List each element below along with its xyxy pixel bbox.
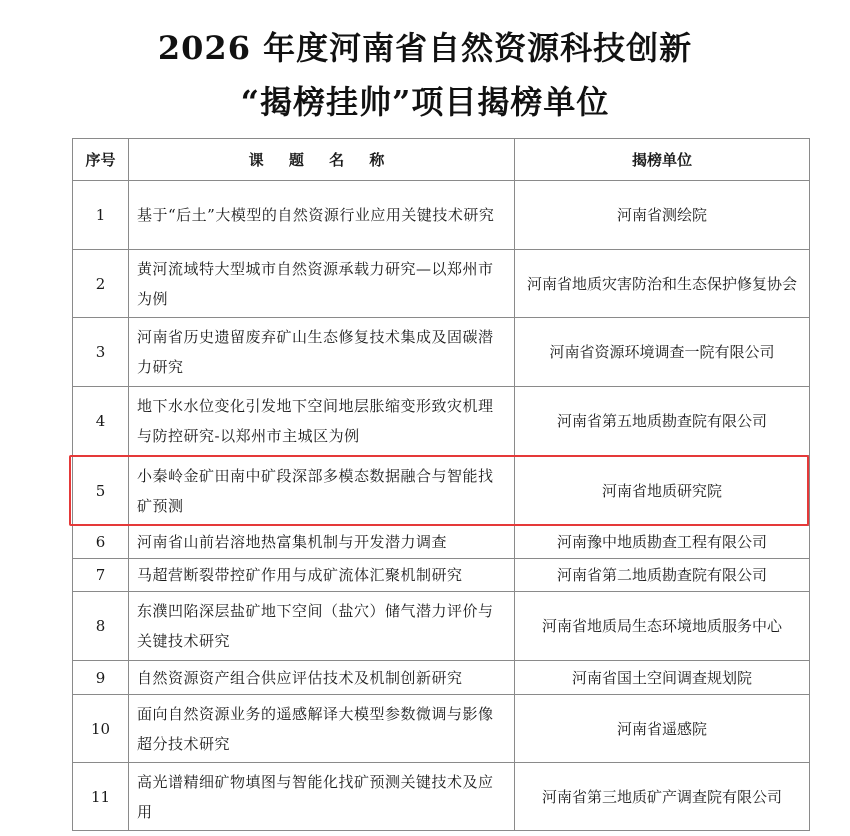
row-unit: 河南省遥感院 bbox=[515, 695, 810, 763]
row-unit: 河南省资源环境调查一院有限公司 bbox=[515, 318, 810, 387]
row-no: 4 bbox=[73, 387, 129, 456]
row-no: 7 bbox=[73, 559, 129, 592]
row-unit: 河南省第二地质勘查院有限公司 bbox=[515, 559, 810, 592]
row-no: 1 bbox=[73, 181, 129, 250]
table-row bbox=[73, 181, 810, 250]
row-topic: 基于“后土”大模型的自然资源行业应用关键技术研究 bbox=[129, 181, 515, 250]
row-topic: 东濮凹陷深层盐矿地下空间（盐穴）储气潜力评价与关键技术研究 bbox=[129, 592, 515, 661]
row-topic: 黄河流域特大型城市自然资源承载力研究—以郑州市为例 bbox=[129, 250, 515, 318]
row-unit: 河南豫中地质勘查工程有限公司 bbox=[515, 526, 810, 559]
row-unit: 河南省地质局生态环境地质服务中心 bbox=[515, 592, 810, 661]
row-topic: 自然资源资产组合供应评估技术及机制创新研究 bbox=[129, 661, 515, 695]
row-topic: 地下水水位变化引发地下空间地层胀缩变形致灾机理与防控研究-以郑州市主城区为例 bbox=[129, 387, 515, 456]
row-no: 5 bbox=[73, 456, 129, 526]
table-row bbox=[73, 661, 810, 695]
row-unit: 河南省第五地质勘查院有限公司 bbox=[515, 387, 810, 456]
document-title-line1: 2026 年度河南省自然资源科技创新 bbox=[157, 29, 693, 67]
project-unit-table bbox=[72, 138, 810, 831]
table-row bbox=[73, 250, 810, 318]
row-no: 6 bbox=[73, 526, 129, 559]
table-row bbox=[73, 763, 810, 831]
row-topic: 马超营断裂带控矿作用与成矿流体汇聚机制研究 bbox=[129, 559, 515, 592]
row-no: 11 bbox=[73, 763, 129, 831]
row-no: 8 bbox=[73, 592, 129, 661]
row-topic: 小秦岭金矿田南中矿段深部多模态数据融合与智能找矿预测 bbox=[129, 456, 515, 526]
row-unit: 河南省第三地质矿产调查院有限公司 bbox=[515, 763, 810, 831]
row-no: 3 bbox=[73, 318, 129, 387]
table-row bbox=[73, 526, 810, 559]
row-unit: 河南省地质研究院 bbox=[515, 456, 810, 526]
row-unit: 河南省地质灾害防治和生态保护修复协会 bbox=[515, 250, 810, 318]
document-title-line2: “揭榜挂帅”项目揭榜单位 bbox=[240, 83, 610, 121]
header-topic: 课 题 名 称 bbox=[129, 139, 515, 181]
header-unit: 揭榜单位 bbox=[515, 139, 810, 181]
header-no: 序号 bbox=[73, 139, 129, 181]
table-header-row bbox=[73, 139, 810, 181]
row-no: 9 bbox=[73, 661, 129, 695]
table-row bbox=[73, 695, 810, 763]
row-unit: 河南省国土空间调查规划院 bbox=[515, 661, 810, 695]
table-row bbox=[73, 387, 810, 456]
row-topic: 河南省山前岩溶地热富集机制与开发潜力调查 bbox=[129, 526, 515, 559]
table-row bbox=[73, 318, 810, 387]
row-topic: 高光谱精细矿物填图与智能化找矿预测关键技术及应用 bbox=[129, 763, 515, 831]
table-row bbox=[73, 592, 810, 661]
row-unit: 河南省测绘院 bbox=[515, 181, 810, 250]
table-row bbox=[73, 456, 810, 526]
row-topic: 面向自然资源业务的遥感解译大模型参数微调与影像超分技术研究 bbox=[129, 695, 515, 763]
row-no: 10 bbox=[73, 695, 129, 763]
row-topic: 河南省历史遗留废弃矿山生态修复技术集成及固碳潜力研究 bbox=[129, 318, 515, 387]
row-no: 2 bbox=[73, 250, 129, 318]
table-row bbox=[73, 559, 810, 592]
